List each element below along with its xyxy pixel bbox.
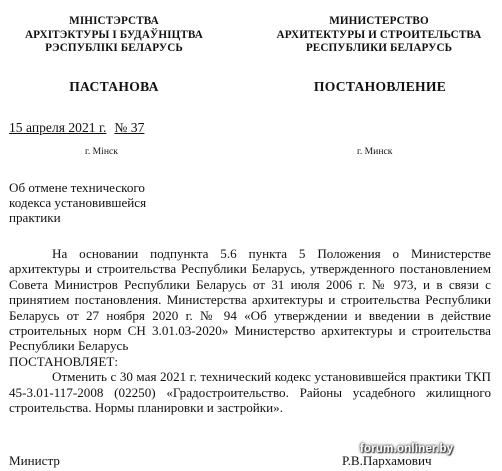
subject-line1: Об отмене технического xyxy=(9,180,145,195)
header-left-line3: РЭСПУБЛІКІ БЕЛАРУСЬ xyxy=(45,42,183,54)
document-body xyxy=(9,246,491,415)
document-date: 15 апреля 2021 г. xyxy=(9,120,107,135)
doc-type-russian: ПОСТАНОВЛЕНИЕ xyxy=(313,79,447,94)
header-right-line2: АРХИТЕКТУРЫ И СТРОИТЕЛЬСТВА xyxy=(276,28,482,41)
body-paragraph-2: Отменить с 30 мая 2021 г. технический кодекс установившейся практики ТКП 45-3.01-117-2008 (02250) «Градостроительство. Районы усадебного жилищного строительства. Нормы планировки и застройки». xyxy=(9,369,491,416)
document-number: № 37 xyxy=(114,120,145,135)
signature-title: Министр xyxy=(9,453,60,468)
header-russian xyxy=(268,15,490,56)
document-subject xyxy=(9,180,189,225)
date-number-row xyxy=(9,120,144,136)
city-russian: г. Минск xyxy=(357,146,393,157)
header-right-line3: РЕСПУБЛИКИ БЕЛАРУСЬ xyxy=(305,42,453,54)
city-belarusian: г. Мінск xyxy=(85,146,118,157)
header-left-line2: АРХІТЭКТУРЫ І БУДАЎНІЦТВА xyxy=(25,28,203,41)
subject-line2: кодекса установившейся xyxy=(9,195,147,210)
resolves-heading: ПОСТАНОВЛЯЕТ: xyxy=(9,353,119,369)
header-left-line1: МІНІСТЭРСТВА xyxy=(69,15,159,27)
header-belarusian xyxy=(12,15,216,56)
subject-line3: практики xyxy=(9,210,61,225)
header-right-line1: МИНИСТЕРСТВО xyxy=(329,15,429,27)
watermark: forum.onliner.by xyxy=(360,443,454,455)
doc-type-belarusian: ПАСТАНОВА xyxy=(69,79,159,94)
body-paragraph-1: На основании подпункта 5.6 пункта 5 Положения о Министерстве архитектуры и строительства Республики Беларусь, утвержденного постановлением Совета Министров Республики Беларусь от 31 июля 2006 г. № 973, и в связи с принятием постановления. Министерства архитектуры и строительства Республики Беларусь от 27 ноября 2020 г. № 94 «Об утверждении и введении в действие строительных норм СН 3.01.03-2020» Министерство архитектуры и строительства Республики Беларусь xyxy=(9,246,491,354)
signature-name: Р.В.Пархамович xyxy=(342,453,432,468)
